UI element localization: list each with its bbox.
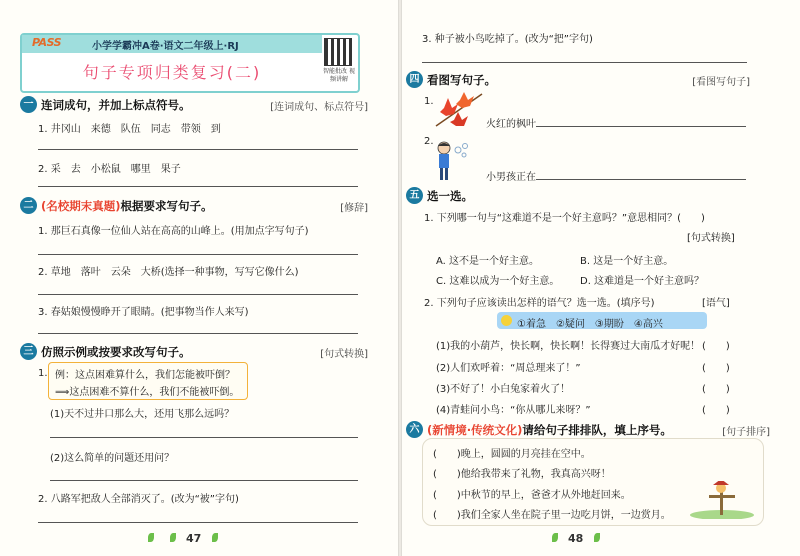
boy-bubbles-icon — [434, 140, 474, 182]
section-title: 仿照示例或按要求改写句子。 — [41, 345, 191, 359]
answer-line[interactable] — [50, 480, 358, 481]
tone-options: ①着急 ②疑问 ③期盼 ④高兴 — [517, 319, 663, 330]
page-number-left: 47 — [186, 532, 202, 545]
example-box — [48, 362, 248, 400]
answer-line[interactable] — [536, 126, 746, 127]
question-2-1: 1. 那巨石真像一位仙人站在高高的山峰上。(用加点字写句子) — [38, 226, 309, 237]
section-title: 连词成句，并加上标点符号。 — [41, 98, 191, 112]
ordering-box — [422, 438, 764, 526]
question-4-2-text: 小男孩正在 — [486, 172, 536, 183]
maple-leaf-icon — [434, 90, 486, 130]
answer-paren[interactable]: ( ) — [702, 341, 730, 352]
answer-line[interactable] — [38, 333, 358, 334]
answer-paren[interactable]: ( ) — [702, 363, 730, 374]
section-title — [41, 198, 213, 214]
sentence-5-2-3: (3)不好了！小白兔家着火了！ — [436, 384, 571, 395]
sentence-5-2-1: (1)我的小葫芦，快长啊，快长啊！长得赛过大南瓜才好呢！ — [436, 341, 701, 352]
leaf-icon — [212, 533, 218, 542]
section-tag: [语气] — [702, 298, 730, 309]
answer-paren[interactable]: ( ) — [702, 384, 730, 395]
question-3-3: 3. 种子被小鸟吃掉了。(改为“把”字句) — [422, 34, 593, 45]
leaf-icon — [170, 533, 176, 542]
section-title-text: 请给句子排排队，填上序号。 — [522, 423, 672, 437]
right-page — [402, 0, 800, 556]
question-5-2: 2. 下列句子应该读出怎样的语气？选一选。(填序号) — [424, 298, 655, 309]
sentence-5-2-2: (2)人们欢呼着：“周总理来了！” — [436, 363, 581, 374]
answer-line[interactable] — [38, 522, 358, 523]
series-label: 小学学霸冲A卷·语文二年级上·RJ — [92, 41, 239, 52]
lightbulb-icon — [501, 315, 512, 326]
question-3-2: 2. 八路军把敌人全部消灭了。(改为“被”字句) — [38, 494, 239, 505]
sentence-5-2-4: (4)青蛙问小鸟：“你从哪儿来呀？” — [436, 405, 591, 416]
answer-line[interactable] — [422, 62, 747, 63]
page-number-right: 48 — [568, 532, 584, 545]
option-a[interactable]: A. 这不是一个好主意。 — [436, 256, 540, 267]
section-title-text: 根据要求写句子。 — [120, 199, 213, 213]
order-item-1[interactable]: ( )晚上，圆圆的月亮挂在空中。 — [433, 449, 591, 460]
section-number: 一 — [20, 96, 37, 113]
section-highlight: (新情境·传统文化) — [427, 423, 523, 437]
answer-line[interactable] — [38, 294, 358, 295]
section-tag: [句子排序] — [722, 427, 770, 438]
option-c[interactable]: C. 这难以成为一个好主意。 — [436, 276, 560, 287]
section-number: 四 — [406, 71, 423, 88]
section-title: 看图写句子。 — [427, 73, 496, 87]
order-item-2[interactable]: ( )他给我带来了礼物，我真高兴呀！ — [433, 469, 611, 480]
section-number: 二 — [20, 197, 37, 214]
question-3-1-sub2: (2)这么简单的问题还用问？ — [50, 453, 175, 464]
example-line-2: ⟹这点困难不算什么，我们不能被吓倒。 — [55, 387, 240, 398]
section-tag: [句式转换] — [320, 349, 368, 360]
section-number: 五 — [406, 187, 423, 204]
question-3-1-sub1: (1)天不过井口那么大，还用飞那么远吗？ — [50, 409, 235, 420]
answer-line[interactable] — [38, 149, 358, 150]
section-title — [427, 422, 672, 438]
leaf-icon — [148, 533, 154, 542]
answer-line[interactable] — [38, 254, 358, 255]
page-title: 句子专项归类复习(二) — [82, 63, 262, 82]
header-box — [20, 33, 360, 93]
section-2-heading — [0, 196, 398, 216]
answer-paren[interactable]: ( ) — [702, 405, 730, 416]
section-3-heading — [0, 342, 398, 362]
section-title: 选一选。 — [427, 189, 473, 203]
section-tag: [连词成句、标点符号] — [270, 102, 368, 113]
section-number: 六 — [406, 421, 423, 438]
answer-line[interactable] — [38, 186, 358, 187]
scarecrow-icon — [689, 481, 755, 519]
section-tag: [句式转换] — [687, 233, 735, 244]
answer-line[interactable] — [536, 179, 746, 180]
question-3-1-number: 1. — [38, 368, 48, 379]
question-5-1: 1. 下列哪一句与“这难道不是一个好主意吗？”意思相同？( ) — [424, 213, 705, 224]
section-tag: [修辞] — [340, 203, 368, 214]
question-4-1-number: 1. — [424, 96, 434, 107]
question-1-2: 2. 采 去 小松鼠 哪里 果子 — [38, 164, 181, 175]
section-5-heading — [402, 186, 800, 206]
option-b[interactable]: B. 这是一个好主意。 — [580, 256, 674, 267]
section-number: 三 — [20, 343, 37, 360]
leaf-icon — [594, 533, 600, 542]
section-tag: [看图写句子] — [692, 77, 750, 88]
answer-line[interactable] — [50, 437, 358, 438]
question-4-1-text: 火红的枫叶 — [486, 119, 536, 130]
section-highlight: (名校期末真题) — [41, 199, 121, 213]
leaf-icon — [552, 533, 558, 542]
section-4-heading — [402, 70, 800, 90]
question-1-1: 1. 井冈山 来德 队伍 同志 带领 到 — [38, 124, 221, 135]
option-d[interactable]: D. 这难道是一个好主意吗？ — [580, 276, 705, 287]
qr-caption: 智能批改 视频讲解 — [323, 68, 355, 83]
left-page — [0, 0, 398, 556]
question-2-3: 3. 春姑娘慢慢睁开了眼睛。(把事物当作人来写) — [38, 307, 249, 318]
order-item-3[interactable]: ( )中秋节的早上，爸爸才从外地赶回来。 — [433, 490, 631, 501]
example-line-1: 例：这点困难算什么，我们怎能被吓倒？ — [55, 370, 235, 381]
order-item-4[interactable]: ( )我们全家人坐在院子里一边吃月饼，一边赏月。 — [433, 510, 671, 521]
section-1-heading — [0, 95, 398, 115]
section-6-heading — [402, 420, 800, 440]
brand-logo: PASS — [32, 36, 62, 49]
question-2-2: 2. 草地 落叶 云朵 大桥(选择一种事物，写写它像什么) — [38, 267, 299, 278]
question-4-2-number: 2. — [424, 136, 434, 147]
tone-options-box — [497, 312, 707, 329]
qr-code-icon[interactable] — [324, 38, 352, 66]
